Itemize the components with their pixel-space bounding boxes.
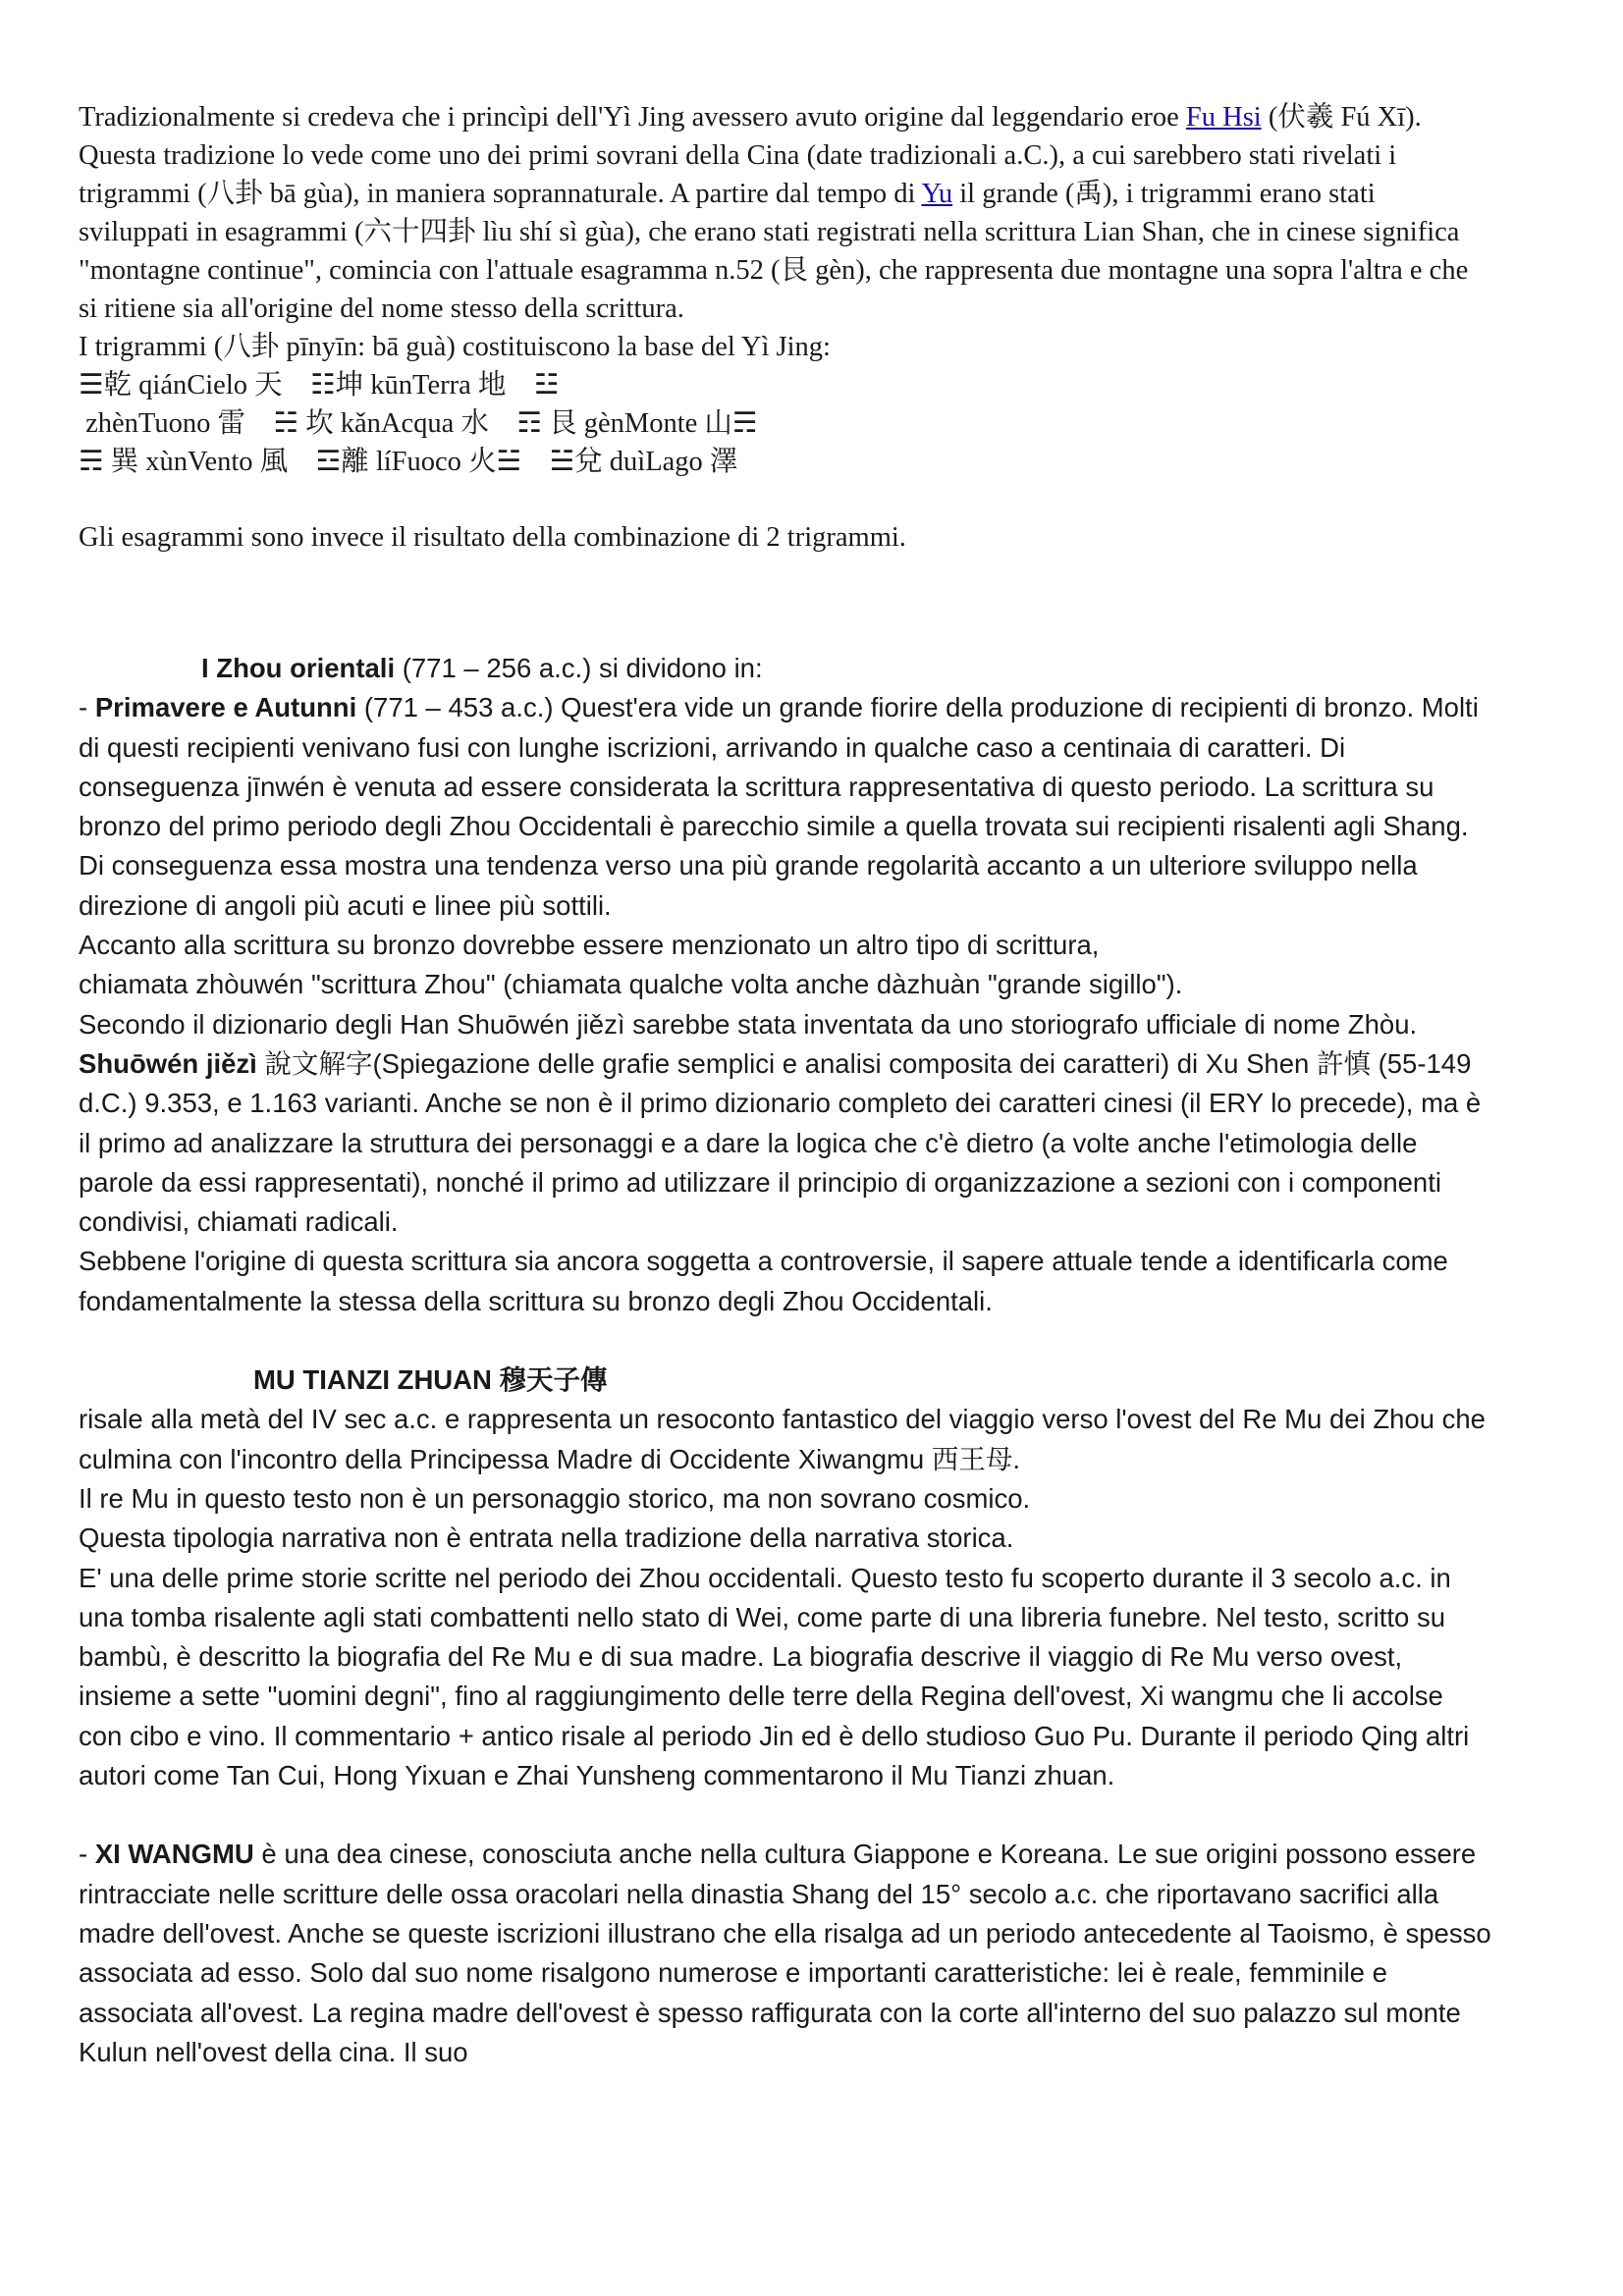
shuowen-paragraph xyxy=(79,1044,1492,1242)
intro-text-b: (伏羲 Fú Xī). Questa tradizione lo vede come uno dei primi sovrani della Cina (date tradizionali a.C.), a cui sarebbero stati rivelati i trigrammi (八卦 bā gùa), in maniera soprannaturale. A partire dal tempo di xyxy=(79,102,1422,209)
mu-heading xyxy=(79,1361,1492,1400)
intro-text-a: Tradizionalmente si credeva che i princìpi dell'Yì Jing avessero avuto origine dal leggendario eroe xyxy=(79,102,1186,133)
mu-paragraph-b: Il re Mu in questo testo non è un personaggio storico, ma non sovrano cosmico. xyxy=(79,1482,1031,1514)
yu-link[interactable]: Yu xyxy=(921,179,953,209)
dash: - xyxy=(79,1839,95,1870)
mu-paragraph-a: risale alla metà del IV sec a.c. e rappresenta un resoconto fantastico del viaggio verso l'ovest del Re Mu dei Zhou che culmina con l'incontro della Principessa Madre di Occidente Xiwangmu 西王母. xyxy=(79,1404,1486,1474)
document-page xyxy=(79,98,1492,2072)
trigram-row-3: ☴ 巽 xùnVento 風 ☲離 líFuoco 火☱ ☱兌 duìLago 澤 xyxy=(79,447,738,477)
bronze-paragraph: Accanto alla scrittura su bronzo dovrebbe essere menzionato un altro tipo di scrittura, xyxy=(79,930,1100,961)
zhou-heading-rest: (771 – 256 a.c.) si dividono in: xyxy=(395,653,763,683)
origin-paragraph: Sebbene l'origine di questa scrittura sia ancora soggetta a controversie, il sapere attuale tende a identificarla come fondamentalmente la stessa della scrittura su bronzo degli Zhou Occidentali. xyxy=(79,1246,1448,1316)
trigram-row-2: zhènTuono 雷 ☵ 坎 kǎnAcqua 水 ☶ 艮 gènMonte 山☴ xyxy=(79,408,758,439)
fu-hsi-link[interactable]: Fu Hsi xyxy=(1185,102,1262,133)
zhou-heading-bold: I Zhou orientali xyxy=(201,653,396,683)
spring-autumn-text: (771 – 453 a.c.) Quest'era vide un grande fiorire della produzione di recipienti di bronzo. Molti di questi recipienti venivano fusi con lunghe iscrizioni, arrivando in qualche caso a centinaia di caratteri. Di conseguenza jīnwén è venuta ad essere considerata la scrittura rappresentativa di questo periodo. La scrittura su bronzo del primo periodo degli Zhou Occidentali è parecchio simile a quella trovata sui recipienti risalenti agli Shang. Di conseguenza essa mostra una tendenza verso una più grande regolarità accanto a un ulteriore sviluppo nella direzione di angoli più acuti e linee più sottili. xyxy=(79,692,1479,921)
xiwangmu-bold: XI WANGMU xyxy=(94,1839,254,1870)
trigrams-intro: I trigrammi (八卦 pīnyīn: bā guà) costituiscono la base del Yì Jing: xyxy=(79,332,831,362)
xiwangmu-paragraph xyxy=(79,1835,1492,2072)
shuowen-text: 說文解字(Spiegazione delle grafie semplici e analisi composita dei caratteri) di Xu Shen 許慎 (55-149 d.C.) 9.353, e 1.163 varianti. Anche se non è il primo dizionario completo dei caratteri cinesi (il ERY lo precede), ma è il primo ad analizzare la struttura dei personaggi e a dare la logica che c'è dietro (a volte anche l'etimologia delle parole da essi rappresentati), nonché il primo ad utilizzare il principio di organizzazione a sezioni con i componenti condivisi, chiamati radicali. xyxy=(79,1047,1482,1238)
zhou-heading xyxy=(79,649,1492,688)
spring-autumn-paragraph xyxy=(79,688,1492,926)
mu-paragraph-c: Questa tipologia narrativa non è entrata nella tradizione della narrativa storica. xyxy=(79,1522,1014,1554)
xiwangmu-text: è una dea cinese, conosciuta anche nella cultura Giappone e Koreana. Le sue origini possono essere rintracciate nelle scritture delle ossa oracolari nella dinastia Shang del 15° secolo a.c. che riportavano sacrifici alla madre dell'ovest. Anche se queste iscrizioni illustrano che ella risalga ad un periodo antecedente al Taoismo, è spesso associata ad esso. Solo dal suo nome risalgono numerose e importanti caratteristiche: lei è reale, femminile e associata all'ovest. La regina madre dell'ovest è spesso raffigurata con la corte all'interno del suo palazzo sul monte Kulun nell'ovest della cina. Il suo xyxy=(79,1839,1491,2067)
shuowen-bold: Shuōwén jiězì xyxy=(79,1047,257,1079)
intro-text-c: il grande (禹), i trigrammi erano stati sviluppati in esagrammi (六十四卦 lìu shí sì gùa), che erano stati registrati nella scrittura Lian Shan, che in cinese significa "montagne continue", comincia con l'attuale esagramma n.52 (艮 gèn), che rappresenta due montagne una sopra l'altra e che si ritiene sia all'origine del nome stesso della scrittura. xyxy=(79,179,1469,324)
trigram-row-1: ☰乾 qiánCielo 天 ☷坤 kūnTerra 地 ☳ xyxy=(79,370,560,400)
mu-heading-bold: MU TIANZI ZHUAN 穆天子傳 xyxy=(253,1364,608,1396)
han-dictionary-paragraph: Secondo il dizionario degli Han Shuōwén jiězì sarebbe stata inventata da uno storiografo ufficiale di nome Zhòu. xyxy=(79,1008,1418,1040)
spring-autumn-bold: Primavere e Autunni xyxy=(94,692,357,723)
mu-paragraph-d: E' una delle prime storie scritte nel periodo dei Zhou occidentali. Questo testo fu scoperto durante il 3 secolo a.c. in una tomba risalente agli stati combattenti nello stato di Wei, come parte di una libreria funebre. Nel testo, scritto su bambù, è descritto la biografia del Re Mu e di sua madre. La biografia descrive il viaggio di Re Mu verso ovest, insieme a sette "uomini degni", fino al raggiungimento delle terre della Regina dell'ovest, Xi wangmu che li accolse con cibo e vino. Il commentario + antico risale al periodo Jin ed è dello studioso Guo Pu. Durante il periodo Qing altri autori come Tan Cui, Hong Yixuan e Zhai Yunsheng commentarono il Mu Tianzi zhuan. xyxy=(79,1562,1470,1791)
intro-paragraph xyxy=(79,98,1492,328)
dash: - xyxy=(79,692,95,723)
zhouwen-paragraph: chiamata zhòuwén "scrittura Zhou" (chiamata qualche volta anche dàzhuàn "grande sigillo"). xyxy=(79,969,1183,1000)
hexagram-note: Gli esagrammi sono invece il risultato della combinazione di 2 trigrammi. xyxy=(79,522,906,553)
